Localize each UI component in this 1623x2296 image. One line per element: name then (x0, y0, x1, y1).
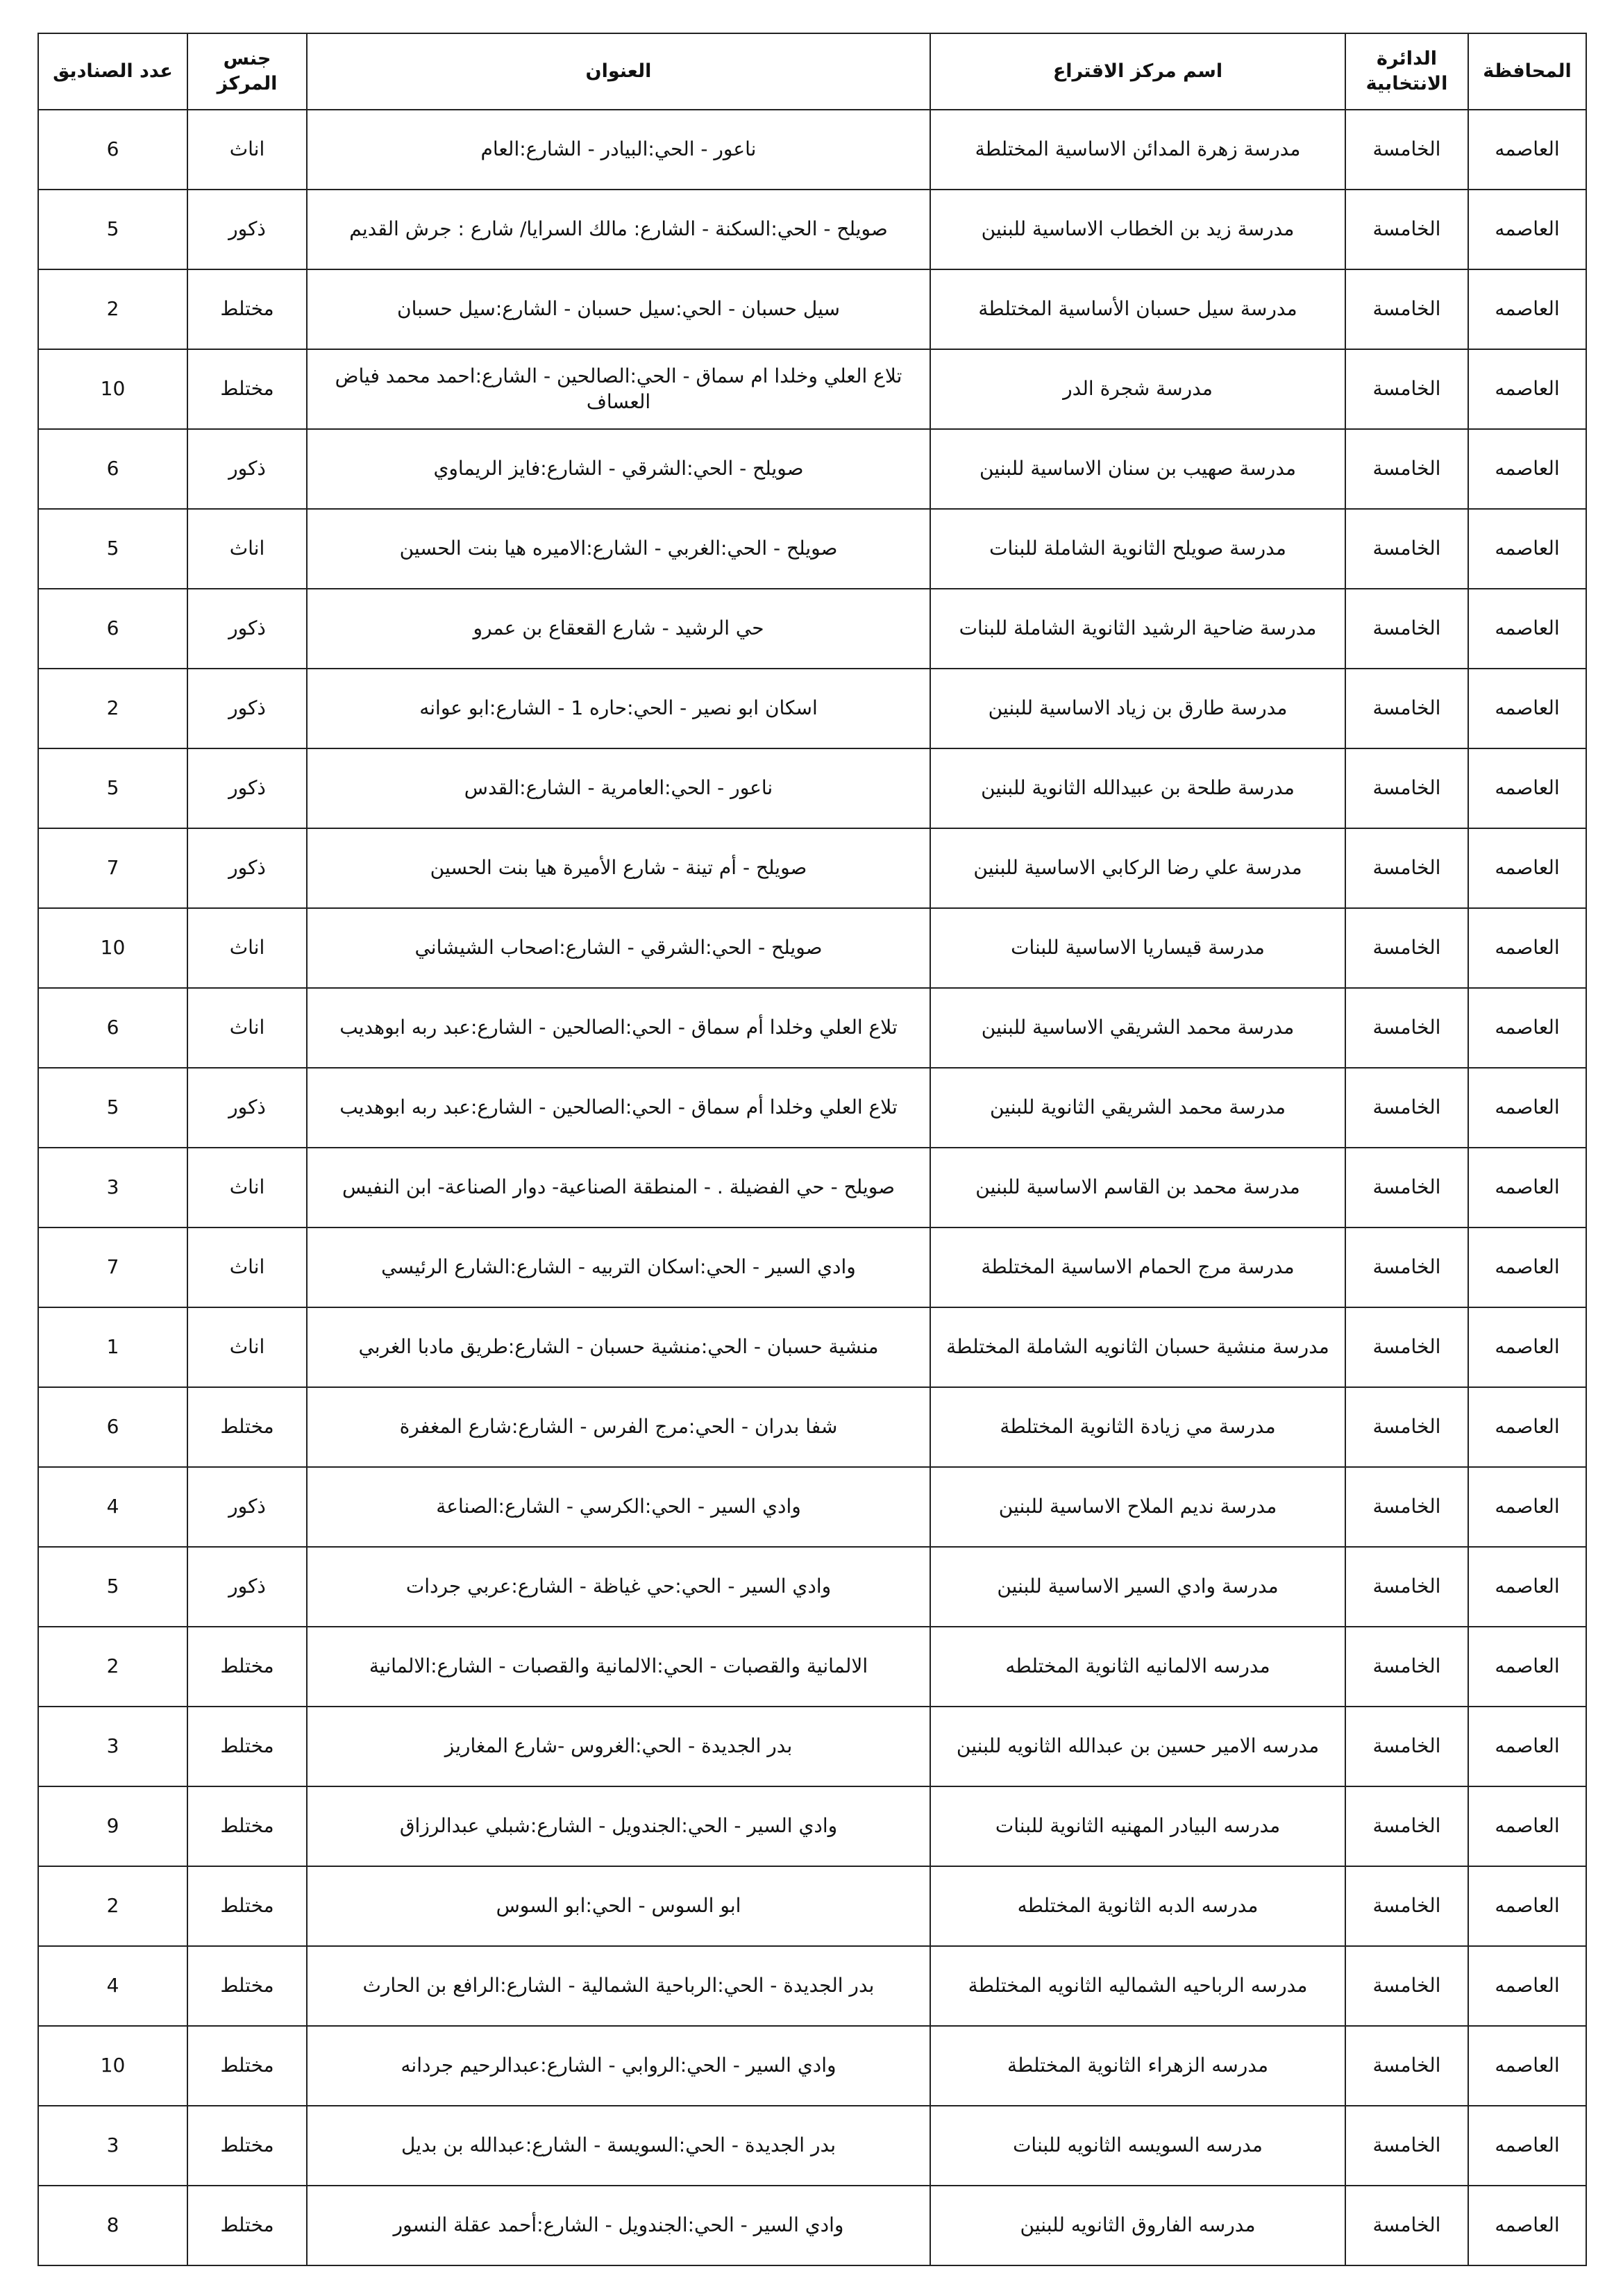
cell-district: الخامسة (1345, 1707, 1468, 1786)
cell-governorate: العاصمه (1468, 1946, 1586, 2026)
cell-boxes: 2 (38, 1627, 187, 1707)
cell-gender: اناث (187, 988, 307, 1068)
cell-center-name: مدرسه الفاروق الثانويه للبنين (930, 2186, 1345, 2265)
cell-center-name: مدرسة طارق بن زياد الاساسية للبنين (930, 669, 1345, 748)
cell-gender: مختلط (187, 1946, 307, 2026)
cell-center-name: مدرسة ضاحية الرشيد الثانوية الشاملة للبنات (930, 589, 1345, 669)
table-row (38, 1786, 1586, 1866)
cell-boxes: 2 (38, 1866, 187, 1946)
cell-governorate: العاصمه (1468, 110, 1586, 190)
table-row (38, 988, 1586, 1068)
cell-center-name: مدرسة شجرة الدر (930, 349, 1345, 429)
cell-address: صويلح - الحي:الشرقي - الشارع:فايز الريماوي (307, 429, 930, 509)
cell-district: الخامسة (1345, 509, 1468, 589)
header-boxes: عدد الصناديق (38, 33, 187, 110)
cell-address: تلاع العلي وخلدا أم سماق - الحي:الصالحين - الشارع:عبد ربه ابوهديب (307, 988, 930, 1068)
cell-boxes: 6 (38, 589, 187, 669)
cell-boxes: 3 (38, 2106, 187, 2186)
table-row (38, 828, 1586, 908)
cell-governorate: العاصمه (1468, 1227, 1586, 1307)
cell-district: الخامسة (1345, 1467, 1468, 1547)
cell-district: الخامسة (1345, 1627, 1468, 1707)
cell-address: وادي السير - الحي:الجندويل - الشارع:شبلي عبدالرزاق (307, 1786, 930, 1866)
cell-district: الخامسة (1345, 1227, 1468, 1307)
cell-center-name: مدرسة مي زيادة الثانوية المختلطة (930, 1387, 1345, 1467)
cell-address: بدر الجديدة - الحي:الغروس -شارع المغاريز (307, 1707, 930, 1786)
cell-boxes: 5 (38, 1068, 187, 1148)
table-row (38, 1547, 1586, 1627)
cell-governorate: العاصمه (1468, 190, 1586, 269)
cell-gender: ذكور (187, 429, 307, 509)
cell-gender: ذكور (187, 669, 307, 748)
cell-boxes: 7 (38, 828, 187, 908)
cell-district: الخامسة (1345, 1547, 1468, 1627)
table-row (38, 1227, 1586, 1307)
cell-governorate: العاصمه (1468, 1467, 1586, 1547)
table-row (38, 509, 1586, 589)
table-body (38, 110, 1586, 2265)
cell-governorate: العاصمه (1468, 429, 1586, 509)
cell-district: الخامسة (1345, 988, 1468, 1068)
cell-boxes: 9 (38, 1786, 187, 1866)
cell-boxes: 6 (38, 988, 187, 1068)
cell-boxes: 6 (38, 1387, 187, 1467)
cell-governorate: العاصمه (1468, 509, 1586, 589)
cell-gender: اناث (187, 1307, 307, 1387)
cell-governorate: العاصمه (1468, 1707, 1586, 1786)
cell-gender: ذكور (187, 1467, 307, 1547)
cell-district: الخامسة (1345, 1866, 1468, 1946)
cell-center-name: مدرسة طلحة بن عبيدالله الثانوية للبنين (930, 748, 1345, 828)
cell-gender: اناث (187, 509, 307, 589)
cell-address: صويلح - الحي:السكنة - الشارع: مالك السرايا/ شارع : جرش القديم (307, 190, 930, 269)
cell-governorate: العاصمه (1468, 269, 1586, 349)
cell-boxes: 4 (38, 1467, 187, 1547)
cell-address: بدر الجديدة - الحي:الرباحية الشمالية - الشارع:الرافع بن الحارث (307, 1946, 930, 2026)
cell-governorate: العاصمه (1468, 349, 1586, 429)
cell-center-name: مدرسة زيد بن الخطاب الاساسية للبنين (930, 190, 1345, 269)
cell-center-name: مدرسه الرباحيه الشماليه الثانويه المختلطة (930, 1946, 1345, 2026)
cell-governorate: العاصمه (1468, 1307, 1586, 1387)
table-row (38, 269, 1586, 349)
cell-district: الخامسة (1345, 669, 1468, 748)
cell-gender: مختلط (187, 1786, 307, 1866)
cell-center-name: مدرسة صهيب بن سنان الاساسية للبنين (930, 429, 1345, 509)
cell-gender: مختلط (187, 2186, 307, 2265)
cell-address: صويلح - الحي:الشرقي - الشارع:اصحاب الشيشاني (307, 908, 930, 988)
cell-district: الخامسة (1345, 1068, 1468, 1148)
cell-gender: ذكور (187, 1068, 307, 1148)
cell-address: وادي السير - الحي:الكرسي - الشارع:الصناعة (307, 1467, 930, 1547)
cell-governorate: العاصمه (1468, 589, 1586, 669)
cell-boxes: 5 (38, 748, 187, 828)
cell-district: الخامسة (1345, 190, 1468, 269)
table-row (38, 110, 1586, 190)
cell-center-name: مدرسة نديم الملاح الاساسية للبنين (930, 1467, 1345, 1547)
cell-address: منشية حسبان - الحي:منشية حسبان - الشارع:طريق مادبا الغربي (307, 1307, 930, 1387)
cell-governorate: العاصمه (1468, 1627, 1586, 1707)
table-row (38, 1068, 1586, 1148)
cell-boxes: 8 (38, 2186, 187, 2265)
cell-gender: مختلط (187, 2106, 307, 2186)
table-row (38, 908, 1586, 988)
cell-district: الخامسة (1345, 2106, 1468, 2186)
cell-address: بدر الجديدة - الحي:السويسة - الشارع:عبدالله بن بديل (307, 2106, 930, 2186)
cell-address: ناعور - الحي:البيادر - الشارع:العام (307, 110, 930, 190)
cell-district: الخامسة (1345, 748, 1468, 828)
cell-boxes: 2 (38, 669, 187, 748)
cell-center-name: مدرسه الزهراء الثانوية المختلطة (930, 2026, 1345, 2106)
cell-district: الخامسة (1345, 1148, 1468, 1227)
table-row (38, 1307, 1586, 1387)
cell-boxes: 2 (38, 269, 187, 349)
cell-boxes: 5 (38, 509, 187, 589)
cell-governorate: العاصمه (1468, 1786, 1586, 1866)
cell-address: وادي السير - الحي:اسكان التربيه - الشارع:الشارع الرئيسي (307, 1227, 930, 1307)
cell-gender: ذكور (187, 1547, 307, 1627)
cell-address: ابو السوس - الحي:ابو السوس (307, 1866, 930, 1946)
cell-governorate: العاصمه (1468, 988, 1586, 1068)
cell-gender: ذكور (187, 748, 307, 828)
cell-center-name: مدرسة سيل حسبان الأساسية المختلطة (930, 269, 1345, 349)
cell-governorate: العاصمه (1468, 1547, 1586, 1627)
table-row (38, 429, 1586, 509)
cell-governorate: العاصمه (1468, 1068, 1586, 1148)
cell-center-name: مدرسة زهرة المدائن الاساسية المختلطة (930, 110, 1345, 190)
header-center-name: اسم مركز الاقتراع (930, 33, 1345, 110)
cell-boxes: 4 (38, 1946, 187, 2026)
cell-boxes: 5 (38, 190, 187, 269)
cell-governorate: العاصمه (1468, 1148, 1586, 1227)
cell-gender: اناث (187, 908, 307, 988)
table-row (38, 748, 1586, 828)
cell-address: سيل حسبان - الحي:سيل حسبان - الشارع:سيل حسبان (307, 269, 930, 349)
cell-center-name: مدرسة صويلح الثانوية الشاملة للبنات (930, 509, 1345, 589)
table-row (38, 1148, 1586, 1227)
cell-boxes: 10 (38, 349, 187, 429)
cell-gender: ذكور (187, 190, 307, 269)
cell-address: اسكان ابو نصير - الحي:حاره 1 - الشارع:ابو عوانه (307, 669, 930, 748)
cell-boxes: 3 (38, 1707, 187, 1786)
polling-centers-table (37, 33, 1587, 2266)
cell-boxes: 10 (38, 908, 187, 988)
cell-governorate: العاصمه (1468, 669, 1586, 748)
cell-boxes: 6 (38, 429, 187, 509)
header-gender: جنس المركز (187, 33, 307, 110)
cell-gender: اناث (187, 1227, 307, 1307)
cell-center-name: مدرسة مرج الحمام الاساسية المختلطة (930, 1227, 1345, 1307)
cell-district: الخامسة (1345, 2186, 1468, 2265)
cell-gender: ذكور (187, 828, 307, 908)
cell-district: الخامسة (1345, 908, 1468, 988)
cell-district: الخامسة (1345, 589, 1468, 669)
header-address: العنوان (307, 33, 930, 110)
cell-center-name: مدرسة محمد بن القاسم الاساسية للبنين (930, 1148, 1345, 1227)
cell-address: صويلح - حي الفضيلة . - المنطقة الصناعية- دوار الصناعة- ابن النفيس (307, 1148, 930, 1227)
cell-center-name: مدرسه البيادر المهنيه الثانوية للبنات (930, 1786, 1345, 1866)
cell-governorate: العاصمه (1468, 828, 1586, 908)
table-row (38, 2106, 1586, 2186)
cell-boxes: 10 (38, 2026, 187, 2106)
cell-gender: ذكور (187, 589, 307, 669)
cell-center-name: مدرسه السويسه الثانويه للبنات (930, 2106, 1345, 2186)
cell-center-name: مدرسة محمد الشريقي الاساسية للبنين (930, 988, 1345, 1068)
cell-boxes: 1 (38, 1307, 187, 1387)
cell-district: الخامسة (1345, 269, 1468, 349)
cell-center-name: مدرسة وادي السير الاساسية للبنين (930, 1547, 1345, 1627)
cell-district: الخامسة (1345, 1786, 1468, 1866)
cell-district: الخامسة (1345, 2026, 1468, 2106)
cell-address: حي الرشيد - شارع القعقاع بن عمرو (307, 589, 930, 669)
cell-address: صويلح - الحي:الغربي - الشارع:الاميره هيا بنت الحسين (307, 509, 930, 589)
cell-boxes: 6 (38, 110, 187, 190)
cell-gender: مختلط (187, 1387, 307, 1467)
cell-governorate: العاصمه (1468, 748, 1586, 828)
cell-governorate: العاصمه (1468, 2186, 1586, 2265)
cell-district: الخامسة (1345, 828, 1468, 908)
cell-district: الخامسة (1345, 1307, 1468, 1387)
table-row (38, 2186, 1586, 2265)
table-row (38, 1627, 1586, 1707)
cell-gender: اناث (187, 1148, 307, 1227)
table-row (38, 1387, 1586, 1467)
cell-center-name: مدرسة قيساريا الاساسية للبنات (930, 908, 1345, 988)
cell-gender: اناث (187, 110, 307, 190)
cell-center-name: مدرسة علي رضا الركابي الاساسية للبنين (930, 828, 1345, 908)
cell-address: وادي السير - الحي:الروابي - الشارع:عبدالرحيم جردانه (307, 2026, 930, 2106)
cell-center-name: مدرسه الامير حسين بن عبدالله الثانويه للبنين (930, 1707, 1345, 1786)
cell-boxes: 5 (38, 1547, 187, 1627)
cell-boxes: 3 (38, 1148, 187, 1227)
cell-district: الخامسة (1345, 1387, 1468, 1467)
cell-gender: مختلط (187, 269, 307, 349)
table-row (38, 190, 1586, 269)
header-row (38, 33, 1586, 110)
cell-address: الالمانية والقصبات - الحي:الالمانية والقصبات - الشارع:الالمانية (307, 1627, 930, 1707)
table-row (38, 1707, 1586, 1786)
cell-district: الخامسة (1345, 110, 1468, 190)
cell-address: وادي السير - الحي:الجندويل - الشارع:أحمد عقلة النسور (307, 2186, 930, 2265)
header-governorate: المحافظة (1468, 33, 1586, 110)
cell-gender: مختلط (187, 2026, 307, 2106)
header-district: الدائرة الانتخابية (1345, 33, 1468, 110)
table-row (38, 669, 1586, 748)
cell-governorate: العاصمه (1468, 2106, 1586, 2186)
cell-center-name: مدرسه الدبه الثانوية المختلطه (930, 1866, 1345, 1946)
cell-address: ناعور - الحي:العامرية - الشارع:القدس (307, 748, 930, 828)
cell-gender: مختلط (187, 1707, 307, 1786)
cell-governorate: العاصمه (1468, 1387, 1586, 1467)
table-row (38, 1946, 1586, 2026)
cell-district: الخامسة (1345, 349, 1468, 429)
table-row (38, 349, 1586, 429)
cell-address: صويلح - أم تينة - شارع الأميرة هيا بنت الحسين (307, 828, 930, 908)
cell-address: تلاع العلي وخلدا أم سماق - الحي:الصالحين - الشارع:عبد ربه ابوهديب (307, 1068, 930, 1148)
cell-district: الخامسة (1345, 1946, 1468, 2026)
table-row (38, 1866, 1586, 1946)
cell-gender: مختلط (187, 349, 307, 429)
cell-boxes: 7 (38, 1227, 187, 1307)
cell-center-name: مدرسه الالمانيه الثانوية المختلطه (930, 1627, 1345, 1707)
table-row (38, 1467, 1586, 1547)
cell-address: شفا بدران - الحي:مرج الفرس - الشارع:شارع المغفرة (307, 1387, 930, 1467)
table-row (38, 2026, 1586, 2106)
table-row (38, 589, 1586, 669)
cell-governorate: العاصمه (1468, 908, 1586, 988)
cell-address: تلاع العلي وخلدا ام سماق - الحي:الصالحين - الشارع:احمد محمد فياض العساف (307, 349, 930, 429)
cell-center-name: مدرسة منشية حسبان الثانويه الشاملة المختلطة (930, 1307, 1345, 1387)
cell-address: وادي السير - الحي:حي غياظة - الشارع:عربي جردات (307, 1547, 930, 1627)
cell-district: الخامسة (1345, 429, 1468, 509)
cell-gender: مختلط (187, 1866, 307, 1946)
cell-center-name: مدرسة محمد الشريقي الثانوية للبنين (930, 1068, 1345, 1148)
cell-gender: مختلط (187, 1627, 307, 1707)
cell-governorate: العاصمه (1468, 1866, 1586, 1946)
cell-governorate: العاصمه (1468, 2026, 1586, 2106)
